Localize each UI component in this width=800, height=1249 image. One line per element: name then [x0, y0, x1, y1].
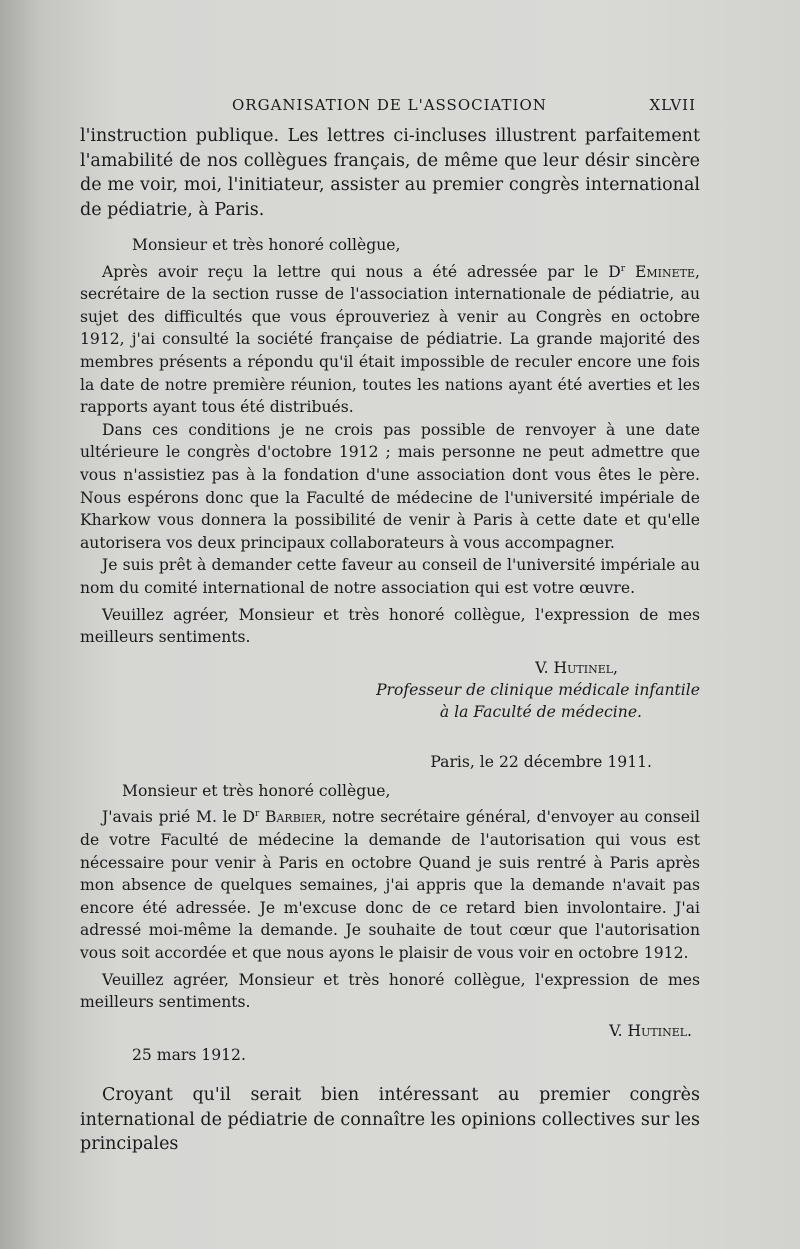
letter2-paragraph-2: Veuillez agréer, Monsieur et très honoré collègue, l'expression de mes meilleurs sentiments.	[80, 970, 700, 1012]
letter1-paragraph-3: Je suis prêt à demander cette faveur au conseil de l'université impériale au nom du comité international de notre association qui est votre œuvre.	[80, 556, 700, 597]
intro-paragraph: l'instruction publique. Les lettres ci-incluses illustrent parfaitement l'amabilité de nos collègues français, de même que leur désir sincère de me voir, moi, l'initiateur, assister au premier congrès international de pédiatrie, à Paris.	[80, 126, 700, 220]
letter1-role-line2: à la Faculté de médecine.	[439, 703, 642, 722]
letter-2	[80, 780, 700, 1067]
letter1-paragraph-1	[80, 261, 700, 419]
letter1-p1-sup: r	[620, 263, 626, 274]
page-body	[80, 124, 700, 1157]
letter2-p1-start: J'avais prié M. le D	[102, 808, 256, 827]
letter2-paragraph-1	[80, 806, 700, 964]
letter1-p1-rest: , secrétaire de la section russe de l'association internationale de pédiatrie, au sujet des difficultés que vous éprouveriez à venir au Congrès en octobre 1912, j'ai consulté la société française de pédiatrie. La grande majorité des membres présents a répondu qu'il était impossible de reculer encore une fois la date de notre première réunion, toutes les nations ayant été averties et les rapports ayant tous été distribués.	[80, 262, 700, 417]
page-number: XLVII	[649, 96, 696, 114]
header-title: ORGANISATION DE L'ASSOCIATION	[232, 96, 547, 114]
letter1-date: Paris, le 22 décembre 1911.	[430, 753, 652, 772]
letter2-date: 25 mars 1912.	[132, 1046, 246, 1065]
letter1-p1-name: Eminete	[635, 262, 696, 281]
letter2-p1-sup: r	[255, 809, 260, 820]
letter1-p1-start: Après avoir reçu la lettre qui nous a été adressée par le D	[102, 262, 621, 281]
letter2-p1-name: Barbier	[265, 808, 322, 827]
running-header	[232, 96, 696, 120]
closing-paragraph: Croyant qu'il serait bien intéressant au premier congrès international de pédiatrie de connaître les opinions collectives sur les principales	[80, 1085, 700, 1154]
letter2-signature: V. Hutinel.	[609, 1021, 692, 1040]
letter2-salutation: Monsieur et très honoré collègue,	[122, 781, 391, 800]
letter1-signature: V. Hutinel,	[535, 658, 618, 677]
letter1-role-line1: Professeur de clinique médicale infantile	[376, 681, 700, 700]
letter-1	[80, 234, 700, 774]
letter1-paragraph-4: Veuillez agréer, Monsieur et très honoré collègue, l'expression de mes meilleurs sentiments.	[80, 605, 700, 647]
letter1-paragraph-2: Dans ces conditions je ne crois pas possible de renvoyer à une date ultérieure le congrès d'octobre 1912 ; mais personne ne peut admettre que vous n'assistiez pas à la fondation d'une association dont vous êtes le père. Nous espérons donc que la Faculté de médecine de l'université impériale de Kharkow vous donnera la possibilité de venir à Paris à cette date et qu'elle autorisera vos deux principaux collaborateurs à vous accompagner.	[80, 420, 700, 552]
letter1-salutation: Monsieur et très honoré collègue,	[132, 236, 401, 254]
letter2-p1-rest: , notre secrétaire général, d'envoyer au conseil de votre Faculté de médecine la demande de l'autorisation qui vous est nécessaire pour venir à Paris en octobre Quand je suis rentré à Paris après mon absence de quelques semaines, j'ai appris que la demande n'avait pas encore été adressée. Je m'excuse donc de ce retard bien involontaire. J'ai adressé moi-même la demande. Je souhaite de tout cœur que l'autorisation vous soit accordée et que nous ayons le plaisir de vous voir en octobre 1912.	[80, 808, 700, 963]
